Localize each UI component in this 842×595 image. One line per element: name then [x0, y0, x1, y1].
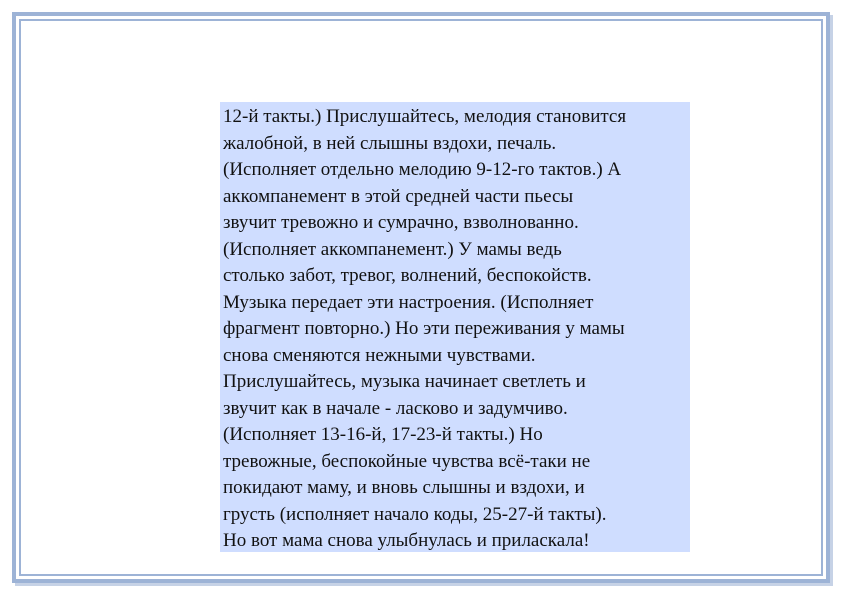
- slide-frame: [12, 12, 830, 583]
- text-line: 12-й такты.) Прислушайтесь, мелодия становится: [223, 106, 627, 127]
- text-line: фрагмент повторно.) Но эти переживания у мамы: [223, 318, 625, 339]
- text-line: Музыка передает эти настроения. (Исполняет: [223, 291, 594, 313]
- text-line: покидают маму, и вновь слышны и вздохи, и: [223, 477, 585, 498]
- text-line: (Исполняет отдельно мелодию 9-12-го тактов.) А: [223, 159, 622, 180]
- text-line: Но вот мама снова улыбнулась и приласкала!: [223, 530, 590, 551]
- text-line: столько забот, тревог, волнений, беспокойств.: [223, 265, 592, 286]
- text-line: снова сменяются нежными чувствами.: [223, 344, 536, 366]
- text-line: (Исполняет 13-16-й, 17-23-й такты.) Но: [223, 424, 543, 445]
- text-line: аккомпанемент в этой средней части пьесы: [223, 185, 574, 207]
- text-line: (Исполняет аккомпанемент.) У мамы ведь: [223, 238, 562, 260]
- text-block: [220, 102, 690, 552]
- text-line: звучит тревожно и сумрачно, взволнованно.: [223, 212, 579, 233]
- text-line: жалобной, в ней слышны вздохи, печаль.: [223, 132, 557, 154]
- text-line: грусть (исполняет начало коды, 25-27-й такты).: [223, 503, 607, 525]
- text-line: звучит как в начале - ласково и задумчиво.: [223, 397, 568, 419]
- text-line: тревожные, беспокойные чувства всё-таки не: [223, 450, 591, 472]
- text-line: Прислушайтесь, музыка начинает светлеть и: [223, 371, 586, 392]
